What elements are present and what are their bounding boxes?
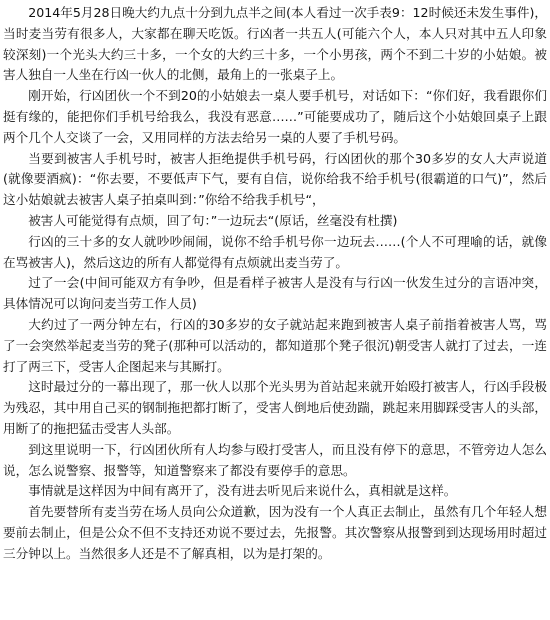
- paragraph-9: 到这里说明一下，行凶团伙所有人均参与殴打受害人，而且没有停下的意思，不管旁边人怎么说，怎么说警察、报警等，知道警察来了都没有要停手的意思。: [3, 441, 547, 478]
- paragraph-1: 2014年5月28日晚大约九点十分到九点半之间(本人看过一次手表9：12时候还未发生事件)，当时麦当劳有很多人，大家都在聊天吃饭。行凶者一共五人(可能六个人，本人只对其中五人印象较深刻)一个光头大约三十多，一个女的大约三十多，一个小男孩，两个不到二十岁的小姑娘。被害人独自一人坐在行凶一伙人的北侧，最角上的一张桌子上。: [3, 5, 547, 83]
- paragraph-7: 大约过了一两分钟左右，行凶的30多岁的女子就站起来跑到被害人桌子前指着被害人骂，骂了一会突然举起麦当劳的凳子(那种可以活动的，都知道那个凳子很沉)朝受害人就打了过去，一连打了两三下，受害人企图起来与其厮打。: [3, 316, 547, 374]
- paragraph-3: 当要到被害人手机号时，被害人拒绝提供手机号码，行凶团伙的那个30多岁的女人大声说道(就像要酒疯)：“你去要，不要低声下气，要有自信，说你给我不给手机号(很霸道的口气)”，然后这小姑娘就去被害人桌子拍桌叫到：”你给不给我手机号“，: [3, 150, 547, 208]
- paragraph-8: 这时最过分的一幕出现了，那一伙人以那个光头男为首站起来就开始殴打被害人，行凶手段极为残忍，其中用自己买的钢制拖把都打断了，受害人倒地后使劲踹，跳起来用脚踩受害人的头部，用断了的拖把猛击受害人头部。: [3, 379, 547, 436]
- paragraph-11: 首先要替所有麦当劳在场人员向公众道歉，因为没有一个人真正去制止，虽然有几个年轻人想要前去制止，但是公众不但不支持还劝说不要过去，先报警。其次警察从报警到到达现场用时超过三分钟以上。当然很多人还是不了解真相，以为是打架的。: [3, 504, 547, 561]
- paragraph-10: 事情就是这样因为中间有离开了，没有进去听见后来说什么，真相就是这样。: [28, 483, 457, 499]
- paragraph-6: 过了一会(中间可能双方有争吵，但是看样子被害人是没有与行凶一伙发生过分的言语冲突，具体情况可以询问麦当劳工作人员): [3, 275, 547, 312]
- paragraph-5: 行凶的三十多的女人就吵吵闹闹，说你不给手机号你一边玩去……(个人不可理喻的话，就像在骂被害人)，然后这边的所有人都觉得有点烦就出麦当劳了。: [3, 233, 547, 270]
- paragraph-4: 被害人可能觉得有点烦，回了句：”一边玩去“(原话，丝毫没有杜撰): [28, 212, 398, 228]
- paragraph-2: 刚开始，行凶团伙一个不到20的小姑娘去一桌人要手机号，对话如下：“你们好，我看跟你们挺有缘的，能把你们手机号给我么，我没有恶意……”可能要成功了，随后这个小姑娘回桌子上跟两个几个人交谈了一会，又用同样的方法去给另一桌的人要了手机号码。: [3, 88, 547, 145]
